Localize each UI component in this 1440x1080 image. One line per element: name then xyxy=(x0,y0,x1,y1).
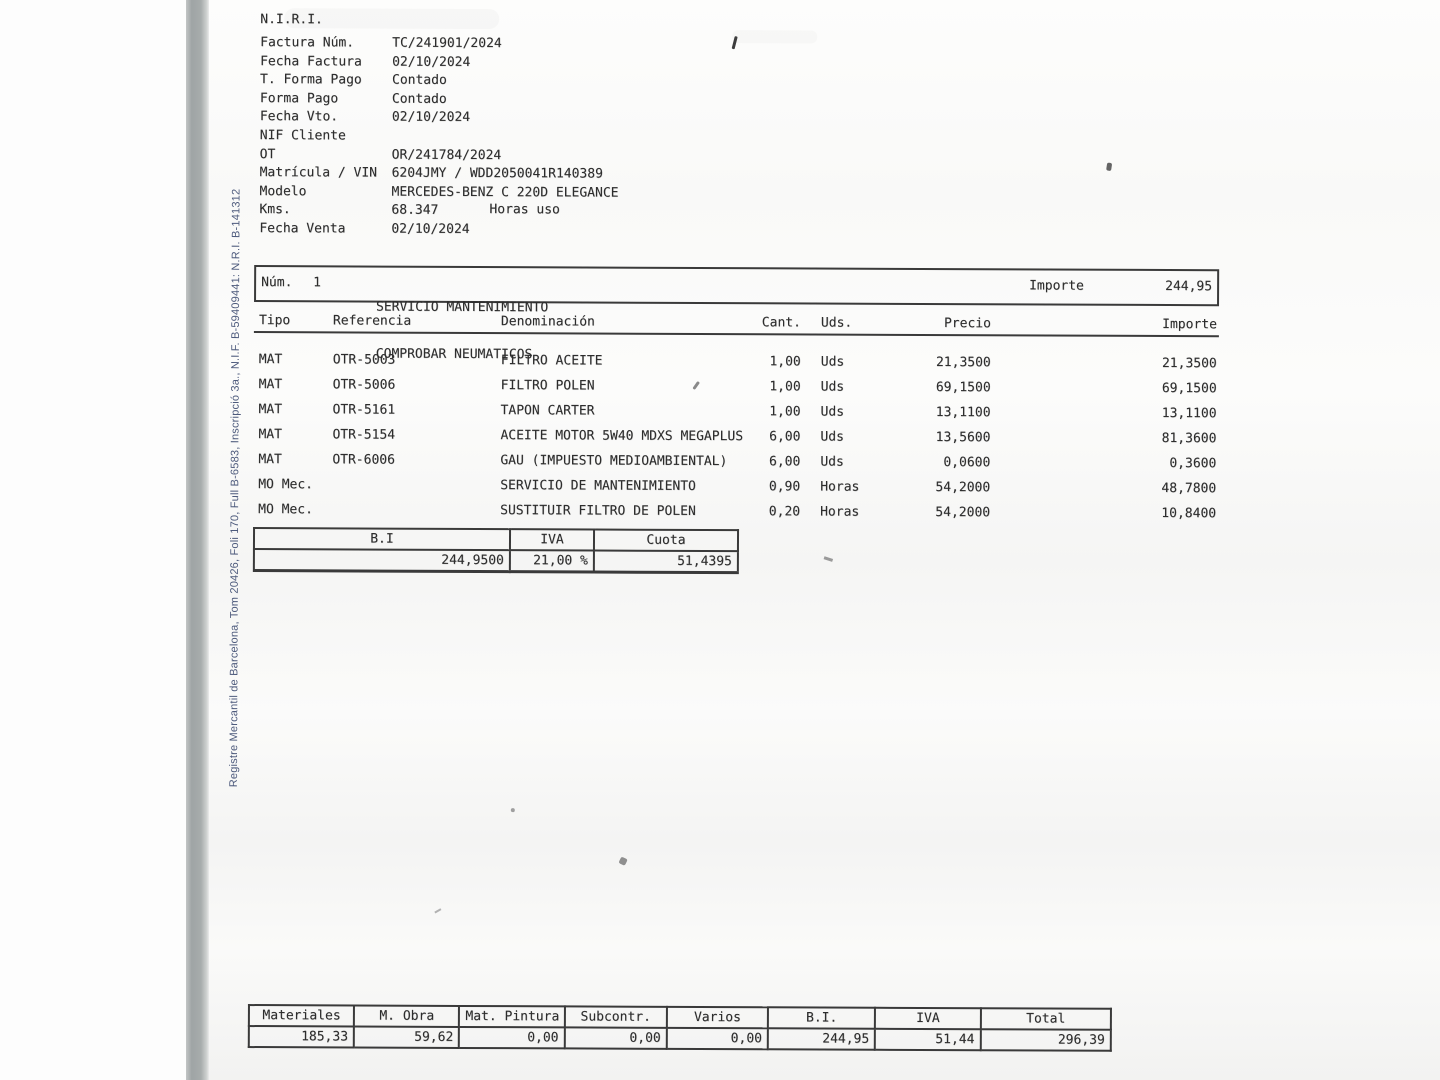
tax-header-cuota: Cuota xyxy=(594,530,738,552)
item-cantidad: 1,00 xyxy=(769,404,801,420)
item-precio: 54,2000 xyxy=(935,480,991,496)
field-value-fecha-vto: 02/10/2024 xyxy=(391,110,471,126)
column-header-importe: Importe xyxy=(1162,317,1217,333)
item-importe: 10,8400 xyxy=(1161,506,1217,522)
item-unidades: Horas xyxy=(820,479,860,495)
field-label-fecha-venta: Fecha Venta xyxy=(259,221,346,237)
column-header-denominacion: Denominación xyxy=(500,314,595,330)
tax-value-iva: 21,00 % xyxy=(510,550,594,572)
field-value-forma-pago: Contado xyxy=(391,91,447,107)
totals-value-mat-pintura: 0,00 xyxy=(459,1027,564,1048)
scan-smudge xyxy=(732,30,817,43)
tax-header-iva: IVA xyxy=(510,529,594,550)
field-value-t-forma-pago: Contado xyxy=(391,72,447,89)
field-value-modelo: MERCEDES-BENZ C 220D ELEGANCE xyxy=(391,184,619,201)
item-denominacion: GAU (IMPUESTO MEDIOAMBIENTAL) xyxy=(500,453,728,470)
item-referencia: OTR-5154 xyxy=(332,427,396,443)
item-importe: 0,3600 xyxy=(1169,456,1217,472)
item-referencia: OTR-5003 xyxy=(332,352,396,368)
totals-header-varios: Varios xyxy=(667,1007,768,1028)
item-unidades: Uds xyxy=(820,404,845,420)
item-tipo: MAT xyxy=(258,352,283,368)
item-denominacion: TAPON CARTER xyxy=(500,403,595,419)
totals-header-mobra: M. Obra xyxy=(354,1005,459,1026)
field-label-matricula-vin: Matrícula / VIN xyxy=(259,165,378,181)
item-denominacion: FILTRO ACEITE xyxy=(500,353,603,369)
item-denominacion: SUSTITUIR FILTRO DE POLEN xyxy=(500,503,696,519)
item-denominacion: ACEITE MOTOR 5W40 MDXS MEGAPLUS xyxy=(500,428,744,445)
field-value-kms: 68.347 xyxy=(391,202,439,219)
header-field-row xyxy=(260,145,619,165)
column-header-precio: Precio xyxy=(943,316,991,332)
header-field-row xyxy=(260,70,619,90)
field-label-ot: OT xyxy=(259,146,276,162)
scan-speck xyxy=(824,556,833,561)
invoice-header-fields xyxy=(259,10,619,239)
service-importe-value: 244,95 xyxy=(1165,279,1213,295)
item-importe: 48,7800 xyxy=(1161,481,1217,497)
item-unidades: Uds xyxy=(820,454,844,470)
scan-speck xyxy=(1106,162,1112,171)
totals-value-materiales: 185,33 xyxy=(249,1026,354,1047)
column-header-unidades: Uds. xyxy=(820,315,853,331)
column-header-tipo: Tipo xyxy=(258,313,291,329)
item-precio: 13,1100 xyxy=(935,405,991,421)
item-precio: 69,1500 xyxy=(935,380,991,396)
item-cantidad: 6,00 xyxy=(768,454,801,470)
totals-header-bi: B.I. xyxy=(768,1007,875,1028)
totals-value-iva: 51,44 xyxy=(875,1029,980,1050)
invoice-totals-table xyxy=(248,1004,1112,1052)
totals-value-total: 296,39 xyxy=(980,1029,1110,1051)
item-referencia: OTR-5161 xyxy=(332,402,396,418)
item-precio: 0,0600 xyxy=(943,455,991,471)
header-field-row xyxy=(260,126,619,146)
scan-speck xyxy=(511,808,515,812)
tax-header-bi: B.I xyxy=(254,528,510,550)
item-referencia: OTR-6006 xyxy=(332,452,396,468)
item-importe: 13,1100 xyxy=(1161,406,1217,422)
column-header-cantidad: Cant. xyxy=(761,315,801,331)
field-label-t-forma-pago: T. Forma Pago xyxy=(259,72,362,88)
header-field-row xyxy=(260,52,619,72)
totals-value-varios: 0,00 xyxy=(667,1028,768,1049)
field-value-factura-num: TC/241901/2024 xyxy=(392,35,502,52)
tax-value-bi: 244,9500 xyxy=(254,549,510,572)
registry-margin-text: Registre Mercantil de Barcelona, Tom 20426, Foli 170, Full B-6583, Inscripció 3a., N.I.F. B-59409441: N.R.I. B-141312 xyxy=(227,188,243,788)
field-value-ot: OR/241784/2024 xyxy=(391,147,502,163)
item-unidades: Horas xyxy=(820,504,860,520)
item-denominacion: FILTRO POLEN xyxy=(500,378,595,394)
item-tipo: MAT xyxy=(258,427,282,443)
field-label-horas-uso: Horas uso xyxy=(489,202,560,218)
item-importe: 81,3600 xyxy=(1161,431,1217,447)
item-tipo: MAT xyxy=(258,402,283,418)
field-label-kms: Kms. xyxy=(259,202,291,218)
item-cantidad: 1,00 xyxy=(769,354,801,370)
field-label-fecha-factura: Fecha Factura xyxy=(260,53,362,70)
scan-speck xyxy=(618,857,627,866)
item-cantidad: 0,90 xyxy=(768,479,801,495)
item-tipo: MO Mec. xyxy=(258,477,314,493)
tax-header-row xyxy=(254,528,738,551)
header-field-row xyxy=(259,200,618,220)
totals-header-iva: IVA xyxy=(875,1008,980,1029)
item-unidades: Uds xyxy=(820,429,844,445)
totals-value-row xyxy=(249,1026,1111,1051)
totals-header-total: Total xyxy=(981,1008,1111,1030)
item-precio: 21,3500 xyxy=(935,355,991,371)
totals-value-bi: 244,95 xyxy=(768,1028,875,1049)
field-label-nif-cliente: NIF Cliente xyxy=(259,128,346,144)
item-precio: 13,5600 xyxy=(935,430,991,446)
service-description-line2: COMPROBAR NEUMATICOS xyxy=(375,346,533,362)
item-precio: 54,2000 xyxy=(935,505,991,521)
service-importe-label: Importe xyxy=(1029,278,1084,294)
line-items-table xyxy=(0,349,1440,530)
service-num-value: 1 xyxy=(313,275,321,291)
item-importe: 69,1500 xyxy=(1161,381,1217,397)
header-field-row xyxy=(260,33,619,53)
header-field-row xyxy=(260,107,619,127)
totals-header-materiales: Materiales xyxy=(249,1005,354,1026)
item-tipo: MO Mec. xyxy=(258,502,313,518)
totals-header-subcontr: Subcontr. xyxy=(565,1006,667,1027)
item-cantidad: 1,00 xyxy=(769,379,801,395)
item-importe: 21,3500 xyxy=(1161,356,1217,372)
column-header-referencia: Referencia xyxy=(332,313,412,329)
totals-header-mat-pintura: Mat. Pintura xyxy=(459,1006,564,1027)
field-label-modelo: Modelo xyxy=(259,183,307,200)
niri-label: N.I.R.I. xyxy=(260,12,323,28)
field-value-fecha-factura: 02/10/2024 xyxy=(392,54,471,70)
tax-value-cuota: 51,4395 xyxy=(594,551,738,573)
header-field-row xyxy=(259,219,618,239)
header-field-row xyxy=(260,89,619,109)
item-cantidad: 0,20 xyxy=(768,504,801,520)
tax-summary-table xyxy=(253,527,739,574)
field-label-forma-pago: Forma Pago xyxy=(259,90,339,107)
item-tipo: MAT xyxy=(258,452,282,468)
field-label-fecha-vto: Fecha Vto. xyxy=(259,109,339,125)
tax-value-row xyxy=(254,549,738,573)
field-label-factura-num: Factura Núm. xyxy=(260,35,355,51)
item-unidades: Uds xyxy=(820,379,845,395)
service-num-label: Núm. xyxy=(261,275,293,291)
field-value-matricula-vin: 6204JMY / WDD2050041R140389 xyxy=(391,165,603,182)
header-field-row xyxy=(259,182,618,202)
item-referencia: OTR-5006 xyxy=(332,377,396,393)
item-denominacion: SERVICIO DE MANTENIMIENTO xyxy=(500,478,696,494)
field-value-fecha-venta: 02/10/2024 xyxy=(391,221,470,237)
totals-value-mobra: 59,62 xyxy=(354,1026,459,1047)
header-field-row xyxy=(260,163,619,183)
service-description-line1: SERVICIO MANTENIMIENTO xyxy=(375,299,549,316)
totals-value-subcontr: 0,00 xyxy=(564,1027,666,1048)
item-unidades: Uds xyxy=(820,354,845,370)
scan-speck xyxy=(434,908,441,913)
item-tipo: MAT xyxy=(258,377,283,393)
table-row xyxy=(0,499,1440,530)
item-cantidad: 6,00 xyxy=(769,429,801,445)
